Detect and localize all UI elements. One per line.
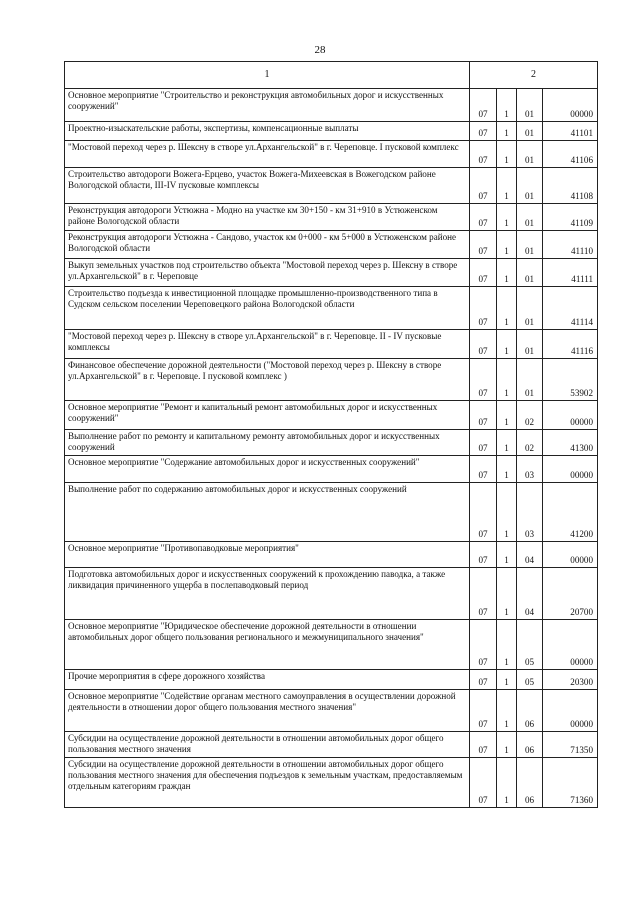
row-code-subprogram: 1 (497, 204, 517, 231)
row-code-program: 07 (470, 231, 497, 259)
row-code-subprogram: 1 (497, 620, 517, 670)
row-code-subprogram: 1 (497, 359, 517, 401)
table-row (65, 456, 598, 483)
table-row (65, 670, 598, 690)
row-description: "Мостовой переход через р. Шексну в створе ул.Архангельской" в г. Череповце. II - IV пусковые комплексы (65, 330, 470, 359)
row-code-activity: 05 (517, 620, 543, 670)
row-code-activity: 03 (517, 483, 543, 542)
row-code-program: 07 (470, 204, 497, 231)
row-code-subprogram: 1 (497, 231, 517, 259)
budget-classification-table (64, 61, 598, 808)
row-code-activity: 06 (517, 732, 543, 758)
row-code-program: 07 (470, 287, 497, 330)
row-code-direction: 41110 (543, 231, 598, 259)
row-code-subprogram: 1 (497, 141, 517, 168)
row-description: Выполнение работ по ремонту и капитальному ремонту автомобильных дорог и искусственных сооружений (65, 430, 470, 456)
row-code-direction: 00000 (543, 690, 598, 732)
row-code-direction: 53902 (543, 359, 598, 401)
row-description: Основное мероприятие "Содержание автомобильных дорог и искусственных сооружений" (65, 456, 470, 483)
row-code-activity: 03 (517, 456, 543, 483)
row-code-direction: 00000 (543, 89, 598, 122)
row-description: Подготовка автомобильных дорог и искусственных сооружений к прохождению паводка, а также ликвидация причиненного ущерба в послепаводковый период (65, 568, 470, 620)
row-code-activity: 01 (517, 89, 543, 122)
row-code-direction: 41108 (543, 168, 598, 204)
row-code-program: 07 (470, 401, 497, 430)
row-code-program: 07 (470, 542, 497, 568)
table-row (65, 141, 598, 168)
row-description: Прочие мероприятия в сфере дорожного хозяйства (65, 670, 470, 690)
row-code-activity: 06 (517, 758, 543, 808)
row-code-direction: 71350 (543, 732, 598, 758)
row-code-activity: 04 (517, 568, 543, 620)
row-code-subprogram: 1 (497, 690, 517, 732)
row-description: Субсидии на осуществление дорожной деятельности в отношении автомобильных дорог общего пользования местного значения для обеспечения подъездов к земельным участкам, предоставляемым отдельным категориям граждан (65, 758, 470, 808)
row-code-subprogram: 1 (497, 758, 517, 808)
row-code-direction: 71360 (543, 758, 598, 808)
row-code-activity: 06 (517, 690, 543, 732)
row-code-activity: 02 (517, 401, 543, 430)
row-code-direction: 20700 (543, 568, 598, 620)
row-code-program: 07 (470, 168, 497, 204)
table-row (65, 732, 598, 758)
page-number: 28 (314, 44, 326, 56)
table-row (65, 758, 598, 808)
row-code-program: 07 (470, 620, 497, 670)
table-row (65, 430, 598, 456)
table-header-row (65, 62, 598, 89)
row-code-subprogram: 1 (497, 732, 517, 758)
table-row (65, 359, 598, 401)
row-code-direction: 41101 (543, 122, 598, 141)
row-code-subprogram: 1 (497, 401, 517, 430)
row-code-activity: 01 (517, 330, 543, 359)
row-description: Основное мероприятие "Строительство и реконструкция автомобильных дорог и искусственных сооружений" (65, 89, 470, 122)
row-description: Выполнение работ по содержанию автомобильных дорог и искусственных сооружений (65, 483, 470, 542)
row-code-activity: 01 (517, 259, 543, 287)
row-description: Основное мероприятие "Ремонт и капитальный ремонт автомобильных дорог и искусственных сооружений" (65, 401, 470, 430)
row-code-program: 07 (470, 141, 497, 168)
row-code-activity: 01 (517, 122, 543, 141)
row-code-program: 07 (470, 330, 497, 359)
row-code-subprogram: 1 (497, 259, 517, 287)
row-description: Строительство автодороги Вожега-Ерцево, участок Вожега-Михеевская в Вожегодском районе Вологодской области, III-IV пусковые комплексы (65, 168, 470, 204)
row-code-subprogram: 1 (497, 330, 517, 359)
table-row (65, 690, 598, 732)
row-code-program: 07 (470, 259, 497, 287)
row-code-program: 07 (470, 359, 497, 401)
row-code-activity: 05 (517, 670, 543, 690)
row-code-direction: 41111 (543, 259, 598, 287)
row-description: Реконструкция автодороги Устюжна - Модно на участке км 30+150 - км 31+910 в Устюженском районе Вологодской области (65, 204, 470, 231)
row-code-subprogram: 1 (497, 430, 517, 456)
row-code-program: 07 (470, 456, 497, 483)
row-code-direction: 41200 (543, 483, 598, 542)
row-description: "Мостовой переход через р. Шексну в створе ул.Архангельской" в г. Череповце. I пусковой комплекс (65, 141, 470, 168)
table-row (65, 204, 598, 231)
row-description: Основное мероприятие "Содействие органам местного самоуправления в осуществлении дорожной деятельности в отношении дорог общего пользования местного значения" (65, 690, 470, 732)
row-code-activity: 01 (517, 204, 543, 231)
row-code-subprogram: 1 (497, 168, 517, 204)
table-row (65, 568, 598, 620)
header-description: 1 (65, 62, 470, 89)
row-code-program: 07 (470, 89, 497, 122)
table-body (65, 89, 598, 808)
row-code-program: 07 (470, 758, 497, 808)
table-row (65, 330, 598, 359)
row-description: Выкуп земельных участков под строительство объекта "Мостовой переход через р. Шексну в створе ул.Архангельской" в г. Череповце (65, 259, 470, 287)
row-code-direction: 00000 (543, 401, 598, 430)
row-code-direction: 41109 (543, 204, 598, 231)
row-code-program: 07 (470, 670, 497, 690)
row-code-direction: 00000 (543, 620, 598, 670)
row-code-activity: 04 (517, 542, 543, 568)
row-code-program: 07 (470, 430, 497, 456)
row-code-direction: 41114 (543, 287, 598, 330)
table-row (65, 259, 598, 287)
row-code-subprogram: 1 (497, 122, 517, 141)
row-code-direction: 00000 (543, 456, 598, 483)
row-code-program: 07 (470, 732, 497, 758)
row-description: Строительство подъезда к инвестиционной площадке промышленно-производственного типа в Судском сельском поселении Череповецкого района Вологодской области (65, 287, 470, 330)
row-description: Проектно-изыскательские работы, экспертизы, компенсационные выплаты (65, 122, 470, 141)
row-code-activity: 01 (517, 287, 543, 330)
row-code-subprogram: 1 (497, 483, 517, 542)
row-code-program: 07 (470, 483, 497, 542)
table-row (65, 401, 598, 430)
row-code-direction: 41300 (543, 430, 598, 456)
table-row (65, 168, 598, 204)
row-description: Субсидии на осуществление дорожной деятельности в отношении автомобильных дорог общего пользования местного значения (65, 732, 470, 758)
table-row (65, 231, 598, 259)
row-description: Основное мероприятие "Юридическое обеспечение дорожной деятельности в отношении автомобильных дорог общего пользования регионального и межмуниципального значения" (65, 620, 470, 670)
row-code-direction: 20300 (543, 670, 598, 690)
row-code-subprogram: 1 (497, 568, 517, 620)
table-row (65, 89, 598, 122)
row-code-activity: 01 (517, 168, 543, 204)
row-description: Реконструкция автодороги Устюжна - Сандово, участок км 0+000 - км 5+000 в Устюженском районе Вологодской области (65, 231, 470, 259)
row-code-program: 07 (470, 568, 497, 620)
row-code-direction: 00000 (543, 542, 598, 568)
row-code-direction: 41106 (543, 141, 598, 168)
row-code-subprogram: 1 (497, 287, 517, 330)
row-code-activity: 01 (517, 231, 543, 259)
row-code-subprogram: 1 (497, 542, 517, 568)
row-code-subprogram: 1 (497, 670, 517, 690)
row-code-direction: 41116 (543, 330, 598, 359)
row-code-activity: 01 (517, 141, 543, 168)
row-code-activity: 01 (517, 359, 543, 401)
row-code-program: 07 (470, 122, 497, 141)
table-row (65, 483, 598, 542)
row-code-subprogram: 1 (497, 89, 517, 122)
table-row (65, 542, 598, 568)
row-description: Основное мероприятие "Противопаводковые мероприятия" (65, 542, 470, 568)
row-code-activity: 02 (517, 430, 543, 456)
row-description: Финансовое обеспечение дорожной деятельности ("Мостовой переход через р. Шексну в створе ул.Архангельской" в г. Череповце. I пусковой комплекс ) (65, 359, 470, 401)
row-code-program: 07 (470, 690, 497, 732)
header-codes: 2 (470, 62, 598, 89)
row-code-subprogram: 1 (497, 456, 517, 483)
table-row (65, 620, 598, 670)
table-row (65, 287, 598, 330)
table-row (65, 122, 598, 141)
